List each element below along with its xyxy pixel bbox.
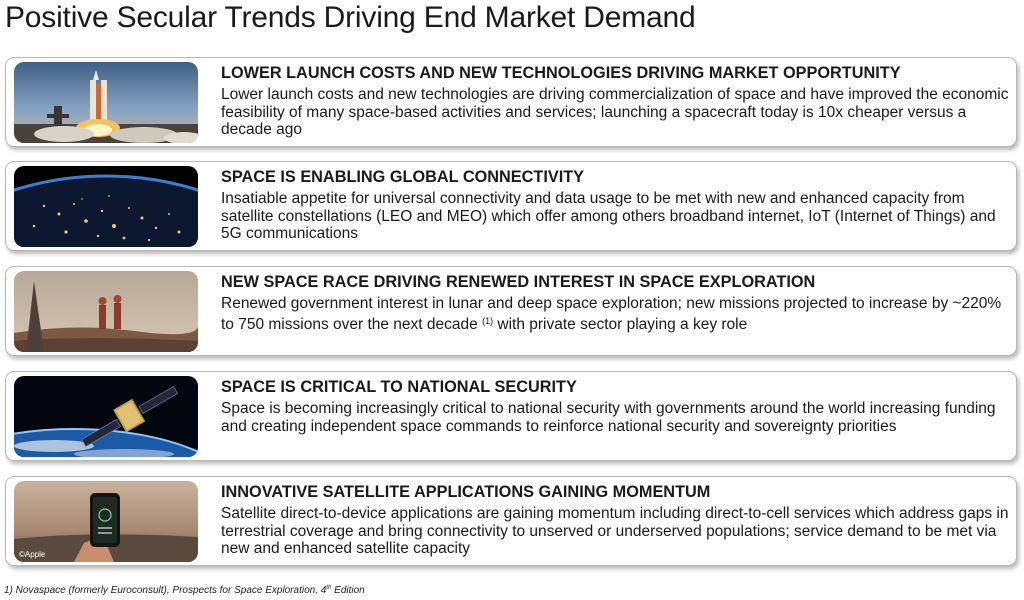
image-credit: ©Apple [19,550,46,559]
trend-heading: SPACE IS ENABLING GLOBAL CONNECTIVITY [221,168,585,186]
trend-heading: SPACE IS CRITICAL TO NATIONAL SECURITY [221,378,577,396]
footnote-reference: (1) [482,315,494,326]
trend-description: Renewed government interest in lunar and deep space exploration; new missions projected to increase by ~220% to 750 missions over the next decade $^{(1)}$ with private sector playing a key role [221,295,1002,333]
trend-card-launch-costs [5,57,1017,147]
smartphone-satellite-image [14,481,198,562]
trend-heading: INNOVATIVE SATELLITE APPLICATIONS GAINING MOMENTUM [221,483,711,501]
trend-heading: NEW SPACE RACE DRIVING RENEWED INTEREST IN SPACE EXPLORATION [221,273,816,291]
source-footnote: 1) Novaspace (formerly Euroconsult), Prospects for Space Exploration, 4th Edition [4,585,365,596]
trend-card-satellite-applications [5,476,1017,566]
astronauts-on-planet-image [14,271,198,352]
trend-card-national-security [5,371,1017,461]
page-title: Positive Secular Trends Driving End Market Demand [5,1,696,34]
trend-card-space-exploration [5,266,1017,356]
satellite-over-earth-image [14,376,198,457]
trend-description: Insatiable appetite for universal connectivity and data usage to be met with new and enhanced capacity from satellite constellations (LEO and MEO) which offer among others broadband internet, IoT (Internet of Things) and 5G communications [221,190,996,243]
rocket-launch-image [14,62,198,143]
trend-description: Lower launch costs and new technologies are driving commercialization of space and have improved the economic feasibility of many space-based activities and services; launching a spacecraft today is 10x cheaper versus a decade ago [221,86,1009,139]
trend-description: Satellite direct-to-device applications are gaining momentum including direct-to-cell services which address gaps in terrestrial coverage and bring connectivity to unserved or underserved populations; service demand to be met via new and enhanced satellite capacity [221,505,1009,558]
earth-night-lights-image [14,166,198,247]
trend-heading: LOWER LAUNCH COSTS AND NEW TECHNOLOGIES DRIVING MARKET OPPORTUNITY [221,64,901,82]
trend-card-global-connectivity [5,161,1017,251]
trend-description: Space is becoming increasingly critical to national security with governments around the world increasing funding and creating independent space commands to reinforce national security and sovereignty priorities [221,400,996,435]
